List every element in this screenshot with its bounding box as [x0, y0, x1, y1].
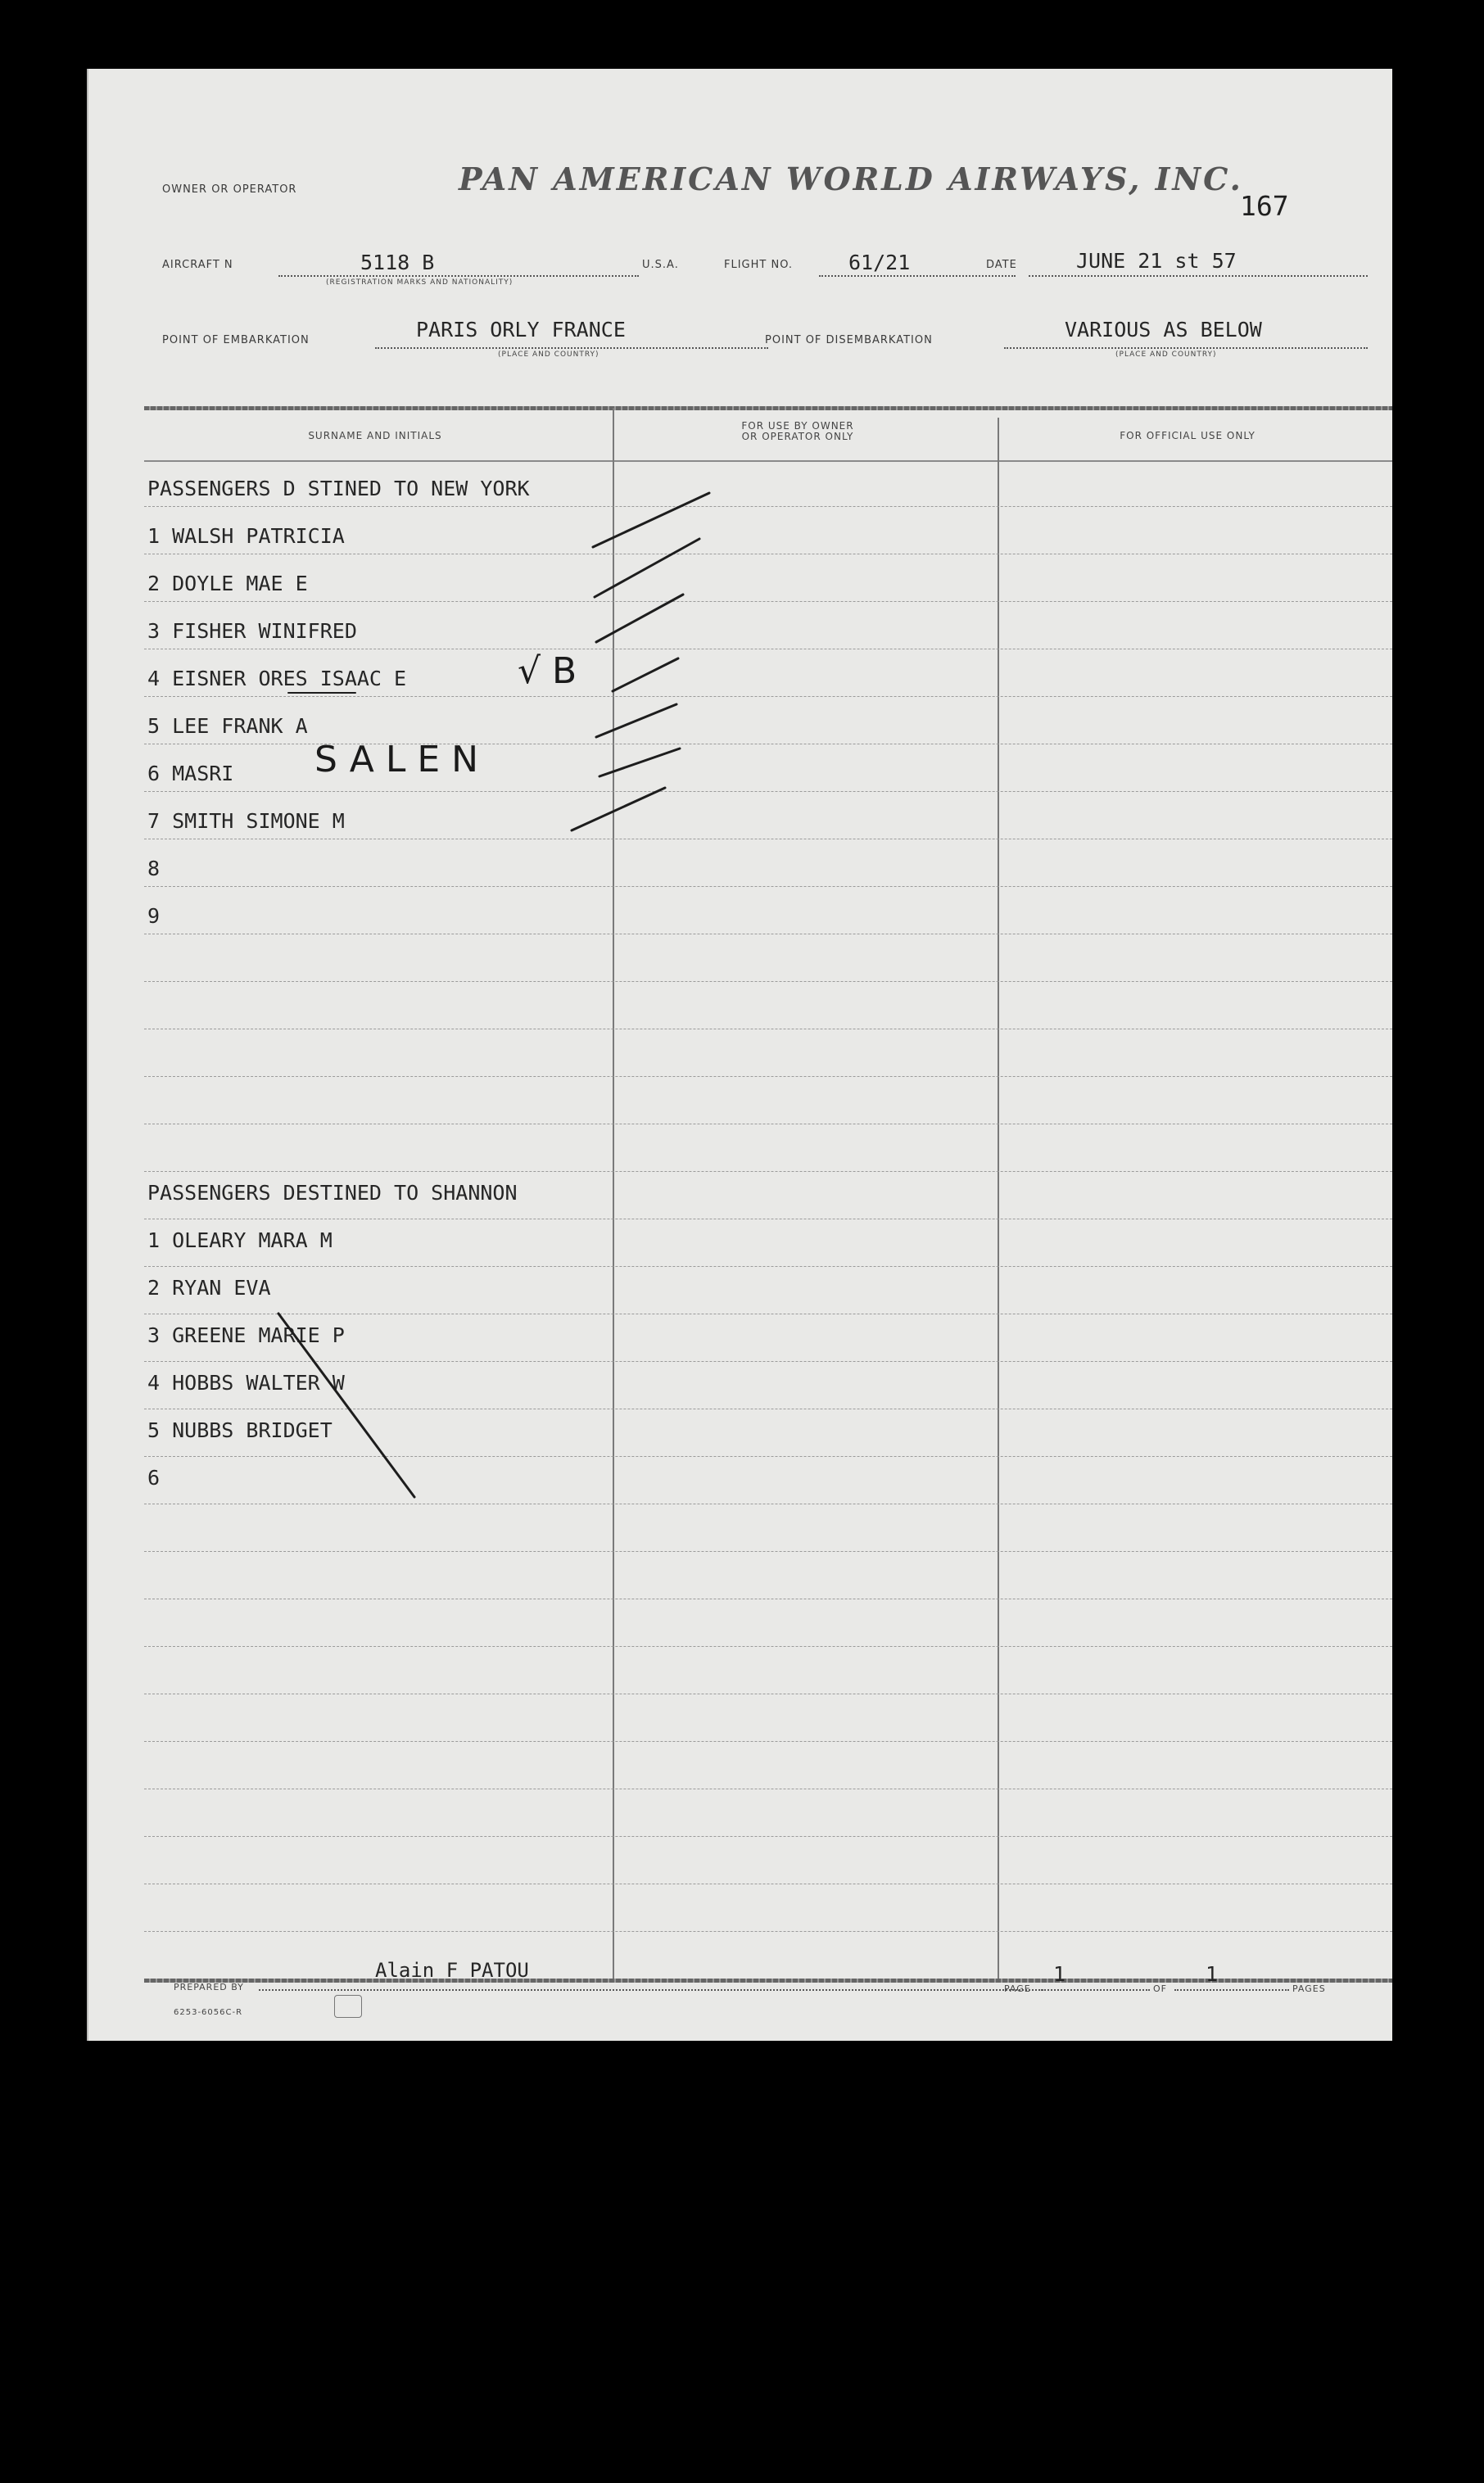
of-value: 1 [1206, 1962, 1219, 1986]
aircraft-sub-label: (REGISTRATION MARKS AND NATIONALITY) [326, 278, 514, 287]
check-mark [572, 788, 665, 830]
date-value: JUNE 21 st 57 [1076, 249, 1237, 273]
disembarkation-sub-label: (PLACE AND COUNTRY) [1115, 351, 1217, 359]
passenger-row: 9 [147, 904, 161, 928]
owner-label: OWNER OR OPERATOR [162, 183, 297, 196]
check-marks [88, 69, 1392, 2041]
check-mark [596, 595, 683, 642]
disembarkation-value: VARIOUS AS BELOW [1065, 318, 1262, 341]
passenger-row: 7 SMITH SIMONE M [147, 809, 345, 833]
printer-seal [334, 1995, 362, 2018]
passenger-row: 5 NUBBS BRIDGET [147, 1418, 333, 1442]
passenger-row: 5 LEE FRANK A [147, 714, 308, 738]
page-value: 1 [1053, 1962, 1066, 1986]
prepared-by-line [259, 1989, 1043, 1991]
prepared-by-value: Alain F PATOU [375, 1959, 529, 1982]
check-mark [593, 493, 709, 547]
passenger-row: 3 FISHER WINIFRED [147, 619, 357, 643]
passenger-row: 6 MASRI [147, 762, 234, 785]
col-surname: SURNAME AND INITIALS [308, 430, 442, 441]
passenger-row: 4 HOBBS WALTER W [147, 1371, 345, 1395]
page-stamp-number: 167 [1240, 190, 1289, 222]
form-code: 6253-6056C-R [174, 2008, 243, 2017]
check-mark [613, 658, 678, 691]
col-official: FOR OFFICIAL USE ONLY [1120, 430, 1256, 441]
col-owner-use-line2: OR OPERATOR ONLY [741, 431, 854, 442]
passenger-row: 3 GREENE MARIE P [147, 1323, 345, 1347]
group-heading-shannon: PASSENGERS DESTINED TO SHANNON [147, 1181, 518, 1205]
embarkation-label: POINT OF EMBARKATION [162, 334, 310, 346]
manifest-sheet [87, 69, 1392, 2041]
passenger-row: 1 OLEARY MARA M [147, 1228, 333, 1252]
usa-label: U.S.A. [642, 259, 679, 271]
col-owner-use-line1: FOR USE BY OWNER [741, 420, 854, 432]
handwritten-note-row6: SALEN [314, 739, 491, 780]
disembarkation-label: POINT OF DISEMBARKATION [765, 334, 933, 346]
aircraft-label: AIRCRAFT N [162, 259, 233, 271]
of-line [1174, 1989, 1289, 1991]
passenger-row: 2 RYAN EVA [147, 1276, 271, 1300]
check-mark [596, 704, 676, 737]
embarkation-sub-label: (PLACE AND COUNTRY) [498, 351, 599, 359]
page-label: PAGE [1004, 1983, 1031, 1994]
passenger-row: 6 [147, 1466, 161, 1490]
flight-label: FLIGHT NO. [724, 259, 794, 271]
embarkation-value: PARIS ORLY FRANCE [416, 318, 626, 341]
passenger-row: 1 WALSH PATRICIA [147, 524, 345, 548]
slash-mark [278, 1314, 414, 1497]
group-heading-new-york: PASSENGERS D STINED TO NEW YORK [147, 477, 530, 500]
check-mark [595, 539, 699, 597]
check-mark [599, 749, 680, 776]
passenger-row: 8 [147, 857, 161, 880]
passenger-row: 4 EISNER ORES ISAAC E [147, 667, 407, 690]
aircraft-value: 5118 B [360, 251, 435, 274]
date-label: DATE [986, 259, 1017, 271]
page-line [1038, 1989, 1150, 1991]
flight-value: 61/21 [848, 251, 911, 274]
operator-name: PAN AMERICAN WORLD AIRWAYS, INC. [459, 161, 1243, 197]
prepared-by-label: PREPARED BY [174, 1982, 244, 1992]
pages-label: PAGES [1292, 1983, 1326, 1994]
passenger-row: 2 DOYLE MAE E [147, 572, 308, 595]
handwritten-note-row4: √B [518, 650, 589, 692]
of-label: OF [1153, 1983, 1167, 1994]
